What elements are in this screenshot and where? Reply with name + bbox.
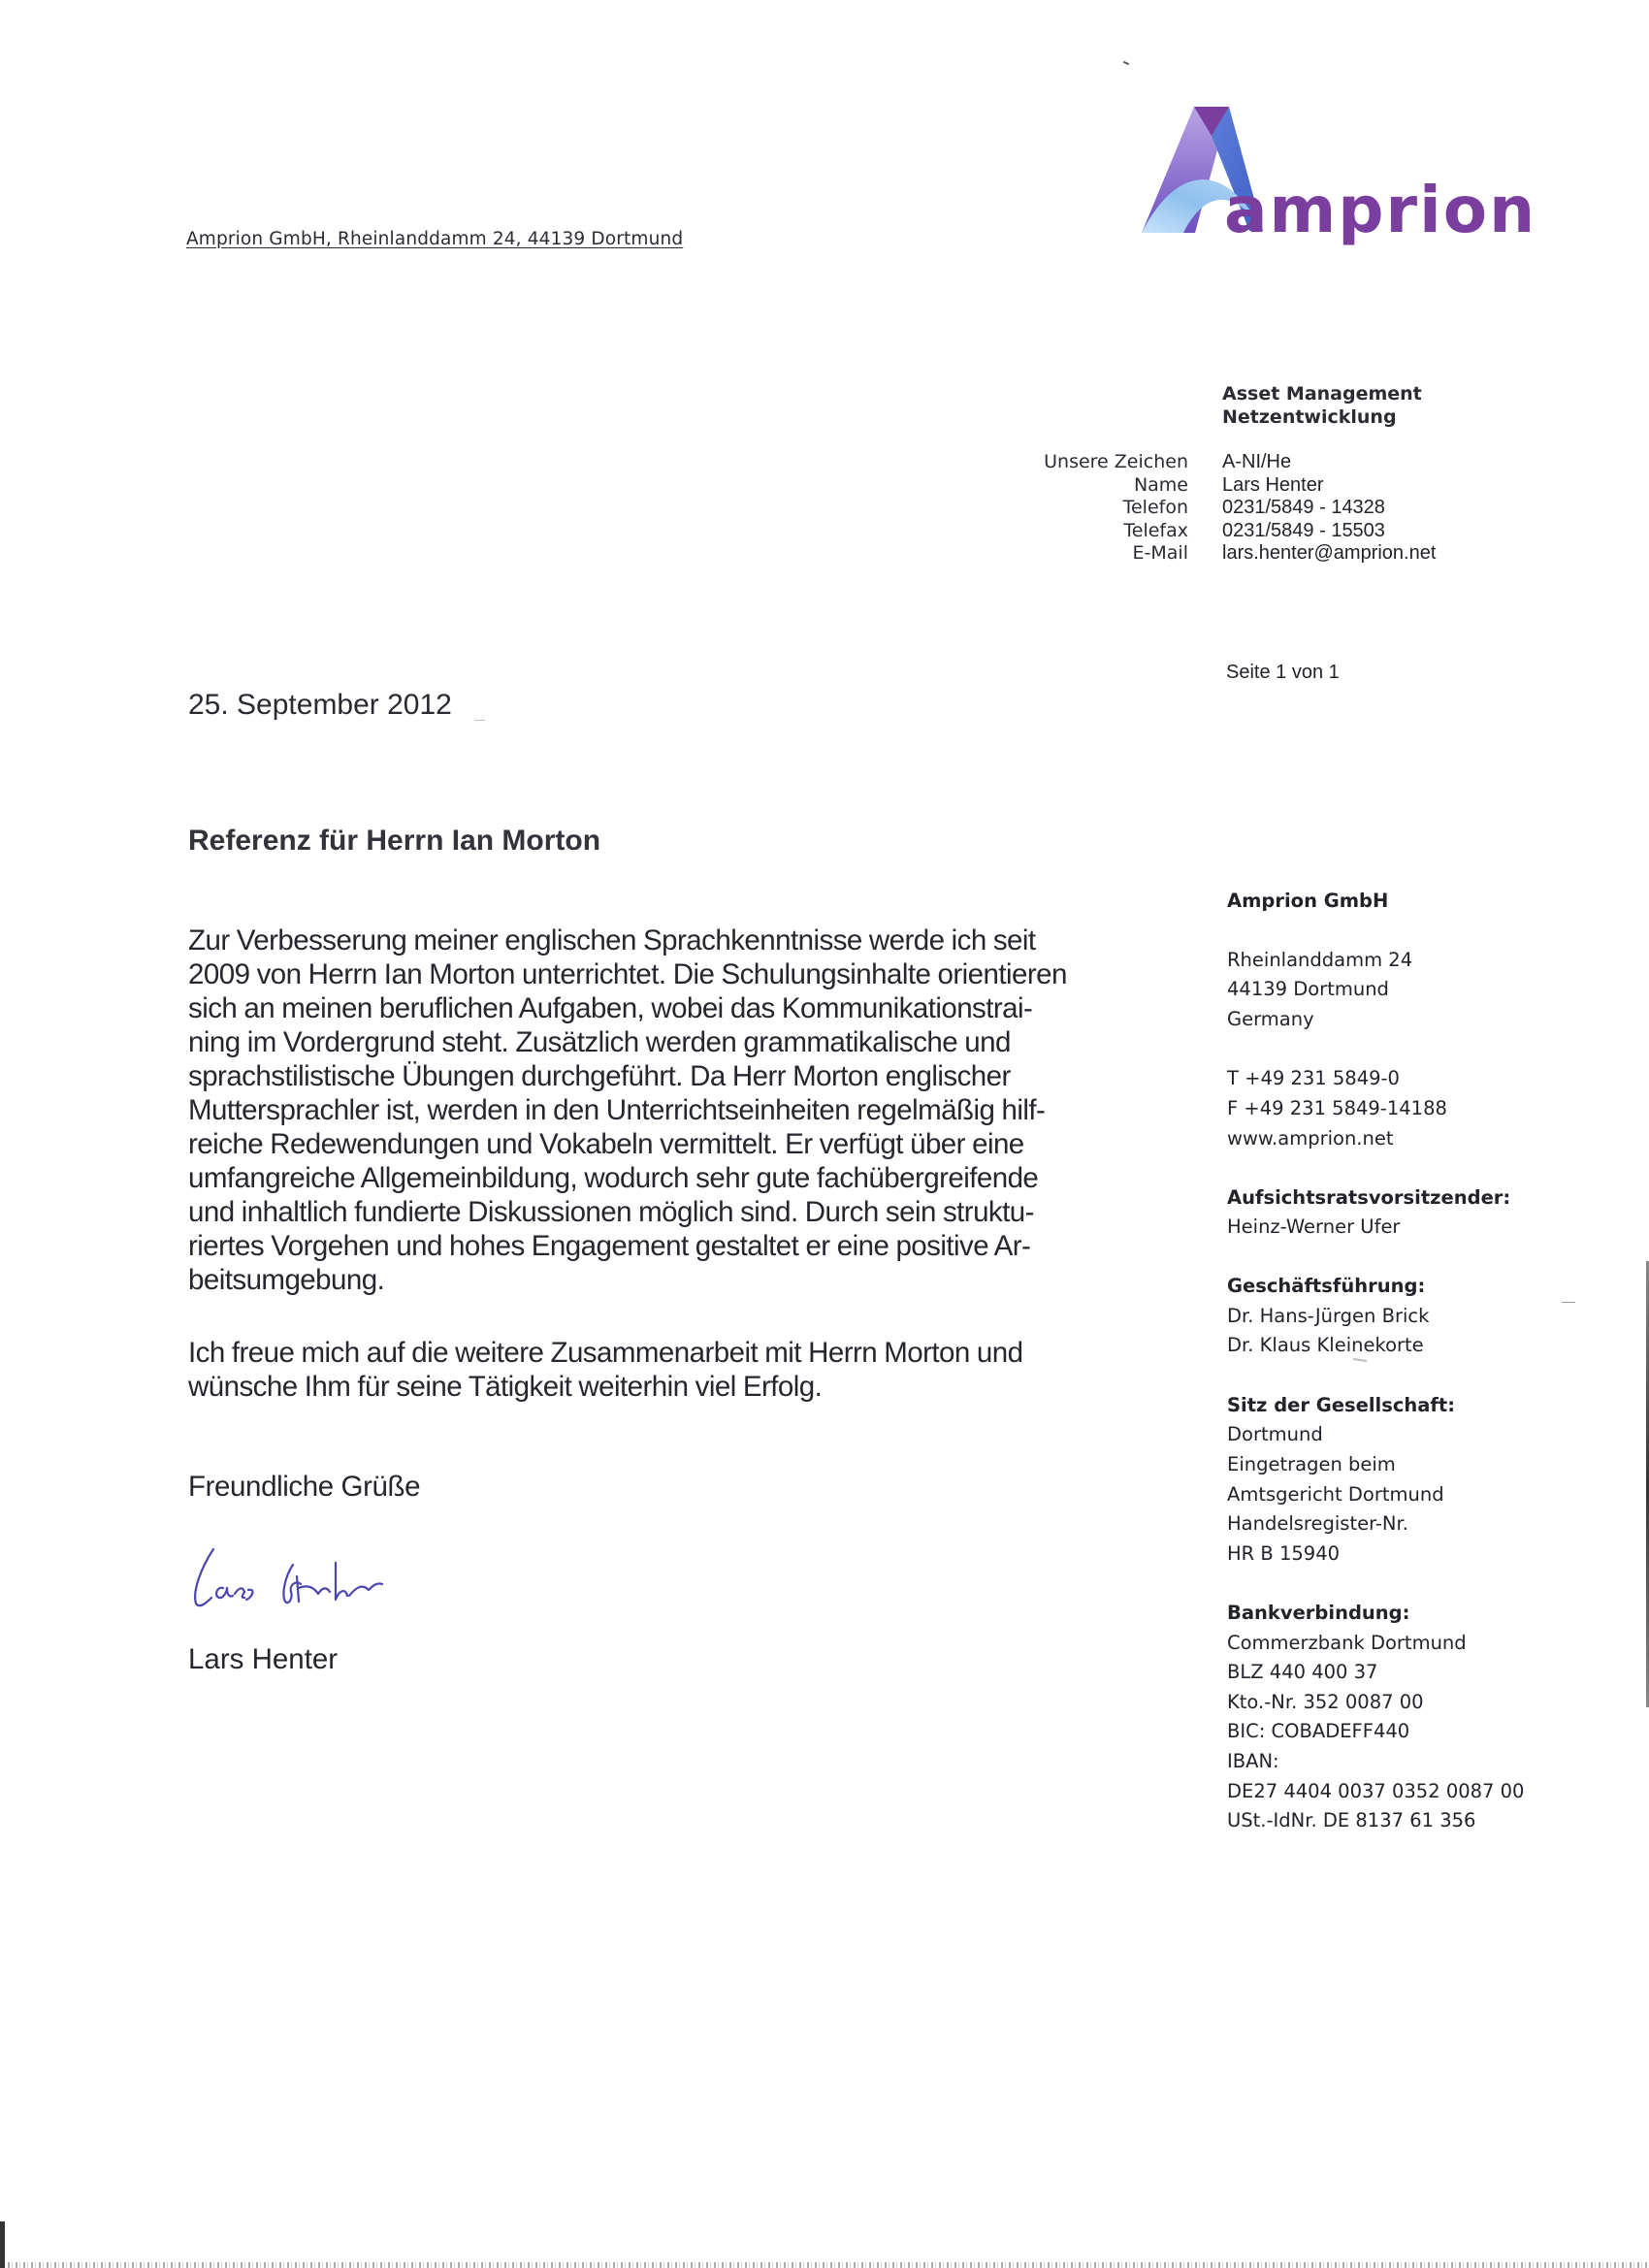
sidebar-seat-line: Dortmund xyxy=(1227,1423,1323,1445)
department-line-2: Netzentwicklung xyxy=(1222,406,1397,428)
body-line: Muttersprachler ist, werden in den Unterrichtseinheiten regelmäßig hilf- xyxy=(188,1094,1046,1126)
sidebar-address-line: Germany xyxy=(1227,1008,1314,1030)
ref-value-telefax: 0231/5849 - 15503 xyxy=(1222,520,1385,541)
sidebar-management-name: Dr. Hans-Jürgen Brick xyxy=(1227,1305,1430,1327)
body-line: beitsumgebung. xyxy=(188,1264,385,1296)
ref-value-name: Lars Henter xyxy=(1222,474,1324,496)
sidebar-bank-line: BLZ 440 400 37 xyxy=(1227,1661,1378,1683)
sidebar-seat-line: HR B 15940 xyxy=(1227,1542,1341,1565)
body-line: reiche Redewendungen und Vokabeln vermittelt. Er verfügt über eine xyxy=(188,1128,1024,1160)
letter-date: 25. September 2012 xyxy=(188,689,452,721)
sidebar-seat-label: Sitz der Gesellschaft: xyxy=(1227,1394,1456,1416)
scan-speck xyxy=(475,720,485,721)
body-line: 2009 von Herrn Ian Morton unterrichtet. Die Schulungsinhalte orientieren xyxy=(188,958,1067,990)
department-line-1: Asset Management xyxy=(1222,383,1422,405)
sidebar-seat-line: Handelsregister-Nr. xyxy=(1227,1512,1408,1535)
logo-wordmark: amprion xyxy=(1224,173,1537,247)
ref-value-email[interactable]: lars.henter@amprion.net xyxy=(1222,542,1437,564)
handwritten-signature xyxy=(184,1538,436,1615)
sidebar-bank-line: IBAN: xyxy=(1227,1750,1279,1772)
scan-speck xyxy=(1123,61,1129,65)
body-line: ning im Vordergrund steht. Zusätzlich werden grammatikalische und xyxy=(188,1026,1011,1058)
ref-value-telefon: 0231/5849 - 14328 xyxy=(1222,497,1385,518)
sidebar-seat-line: Amtsgericht Dortmund xyxy=(1227,1483,1444,1506)
body-line: umfangreiche Allgemeinbildung, wodurch sehr gute fachübergreifende xyxy=(188,1162,1039,1194)
body-line: riertes Vorgehen und hohes Engagement gestaltet er eine positive Ar- xyxy=(188,1230,1031,1262)
scan-speck xyxy=(1353,1358,1367,1362)
signer-name: Lars Henter xyxy=(188,1643,339,1675)
body-line: wünsche Ihm für seine Tätigkeit weiterhin viel Erfolg. xyxy=(188,1371,823,1403)
sidebar-supervisory-label: Aufsichtsratsvorsitzender: xyxy=(1227,1186,1511,1209)
sidebar-bank-line: Kto.-Nr. 352 0087 00 xyxy=(1227,1691,1424,1713)
ref-label-unsere-zeichen: Unsere Zeichen xyxy=(1044,451,1188,472)
sidebar-address-line: 44139 Dortmund xyxy=(1227,978,1389,1000)
scan-speck xyxy=(1562,1302,1575,1303)
body-line: Zur Verbesserung meiner englischen Sprachkenntnisse werde ich seit xyxy=(188,924,1036,956)
ref-value-unsere-zeichen: A-NI/He xyxy=(1222,451,1292,472)
sidebar-management-label: Geschäftsführung: xyxy=(1227,1275,1426,1297)
ref-label-email: E-Mail xyxy=(1132,542,1188,564)
sidebar-bank-label: Bankverbindung: xyxy=(1227,1602,1410,1624)
sidebar-company-name: Amprion GmbH xyxy=(1227,890,1389,912)
ref-label-telefon: Telefon xyxy=(1122,497,1188,518)
ref-label-name: Name xyxy=(1133,474,1188,496)
body-line: und inhaltlich fundierte Diskussionen möglich sind. Durch sein struktu- xyxy=(188,1196,1034,1228)
sidebar-seat-line: Eingetragen beim xyxy=(1227,1453,1396,1475)
scan-edge-left xyxy=(0,2221,5,2268)
sidebar-vat-id: USt.-IdNr. DE 8137 61 356 xyxy=(1227,1809,1476,1831)
sidebar-fax: F +49 231 5849-14188 xyxy=(1227,1097,1447,1119)
sender-return-address: Amprion GmbH, Rheinlanddamm 24, 44139 Dortmund xyxy=(186,229,684,249)
body-line: Ich freue mich auf die weitere Zusammenarbeit mit Herrn Morton und xyxy=(188,1337,1023,1369)
body-line: sprachstilistische Übungen durchgeführt. Da Herr Morton englischer xyxy=(188,1060,1011,1092)
sidebar-phone: T +49 231 5849-0 xyxy=(1227,1067,1400,1089)
page-number: Seite 1 von 1 xyxy=(1226,662,1340,683)
sidebar-bank-line: BIC: COBADEFF440 xyxy=(1227,1720,1410,1742)
sidebar-address-line: Rheinlanddamm 24 xyxy=(1227,949,1413,971)
body-line: sich an meinen beruflichen Aufgaben, wobei das Kommunikationstrai- xyxy=(188,992,1033,1024)
scan-edge-bottom xyxy=(0,2262,1649,2268)
sidebar-bank-line: Commerzbank Dortmund xyxy=(1227,1632,1467,1654)
sidebar-supervisory-name: Heinz-Werner Ufer xyxy=(1227,1215,1401,1238)
sidebar-bank-line: DE27 4404 0037 0352 0087 00 xyxy=(1227,1780,1525,1802)
sidebar-management-name: Dr. Klaus Kleinekorte xyxy=(1227,1334,1424,1356)
ref-label-telefax: Telefax xyxy=(1123,520,1188,541)
sidebar-website-link[interactable]: www.amprion.net xyxy=(1227,1127,1394,1150)
letter-subject: Referenz für Herrn Ian Morton xyxy=(188,825,601,857)
closing-salutation: Freundliche Grüße xyxy=(188,1471,421,1503)
